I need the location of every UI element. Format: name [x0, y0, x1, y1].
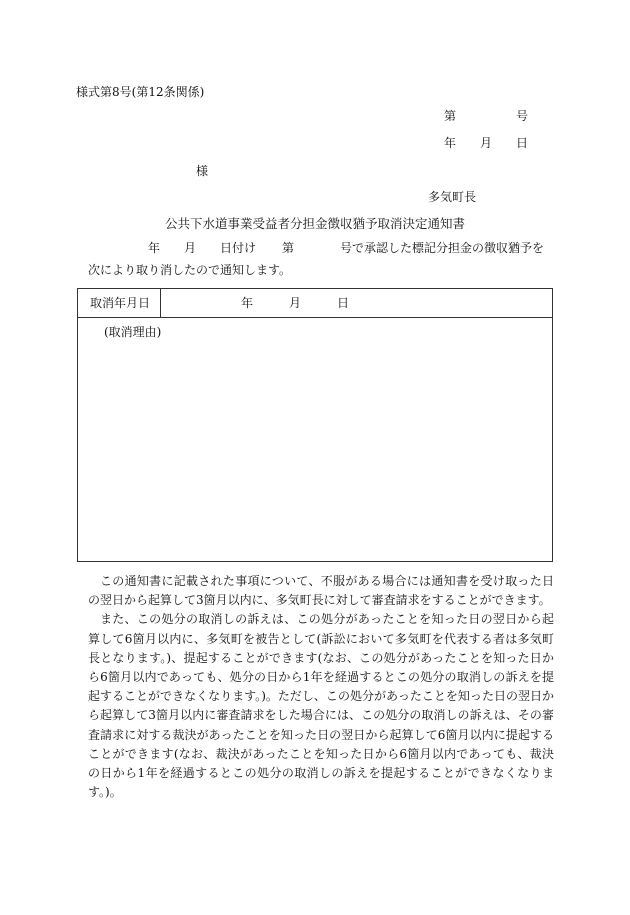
number-dai: 第	[444, 109, 457, 123]
issue-year: 年	[444, 136, 457, 150]
body-line-2: 次により取り消したので通知します。	[88, 263, 292, 277]
appeal-paragraph-2: また、この処分の取消しの訴えは、この処分があったことを知った日の翌日から起算して6箇月以内に、多気町を被告として(訴訟において多気町を代表する者は多気町長となります。)、提起することができます(なお、この処分があったことを知った日から6箇月以内であっても、処分の日から1年を経過するとこの処分の取消しの訴えを提起することができなくなります。)。ただし、この処分があったことを知った日の翌日から起算して3箇月以内に審査請求をした場合には、この処分の取消しの訴えは、その審査請求に対する裁決があったことを知った日の翌日から起算して6箇月以内に提起することができます(なお、裁決があったことを知った日から6箇月以内であっても、裁決の日から1年を経過するとこの処分の取消しの訴えを提起することができなくなります。)。	[88, 612, 554, 800]
cancellation-month: 月	[289, 296, 302, 310]
body-dai: 第	[282, 241, 295, 255]
issue-month: 月	[480, 136, 493, 150]
cancellation-date-row	[78, 289, 552, 318]
appeal-paragraph-1: この通知書に記載された事項について、不服がある場合には通知書を受け取った日の翌日から起算して3箇月以内に、多気町長に対して審査請求をすることができます。	[88, 574, 554, 608]
document-title: 公共下水道事業受益者分担金徴収猶予取消決定通知書	[164, 216, 465, 231]
cancellation-day: 日	[337, 296, 350, 310]
cancellation-table	[77, 288, 553, 562]
cancellation-year: 年	[241, 296, 254, 310]
addressee: 様	[196, 164, 209, 178]
cancellation-date-value	[161, 289, 552, 317]
appeal-notice	[88, 572, 554, 802]
form-number: 様式第8号(第12条関係)	[76, 85, 205, 99]
body-dated: 日付け	[220, 241, 257, 255]
number-go: 号	[516, 109, 529, 123]
cancellation-date-label: 取消年月日	[78, 289, 161, 317]
body-rest: 号で承認した標記分担金の徴収猶予を	[340, 241, 545, 255]
issuer: 多気町長	[428, 190, 477, 204]
cancellation-reason-label: (取消理由)	[104, 325, 162, 339]
body-month: 月	[184, 241, 197, 255]
body-year: 年	[148, 241, 161, 255]
issue-day: 日	[516, 136, 529, 150]
